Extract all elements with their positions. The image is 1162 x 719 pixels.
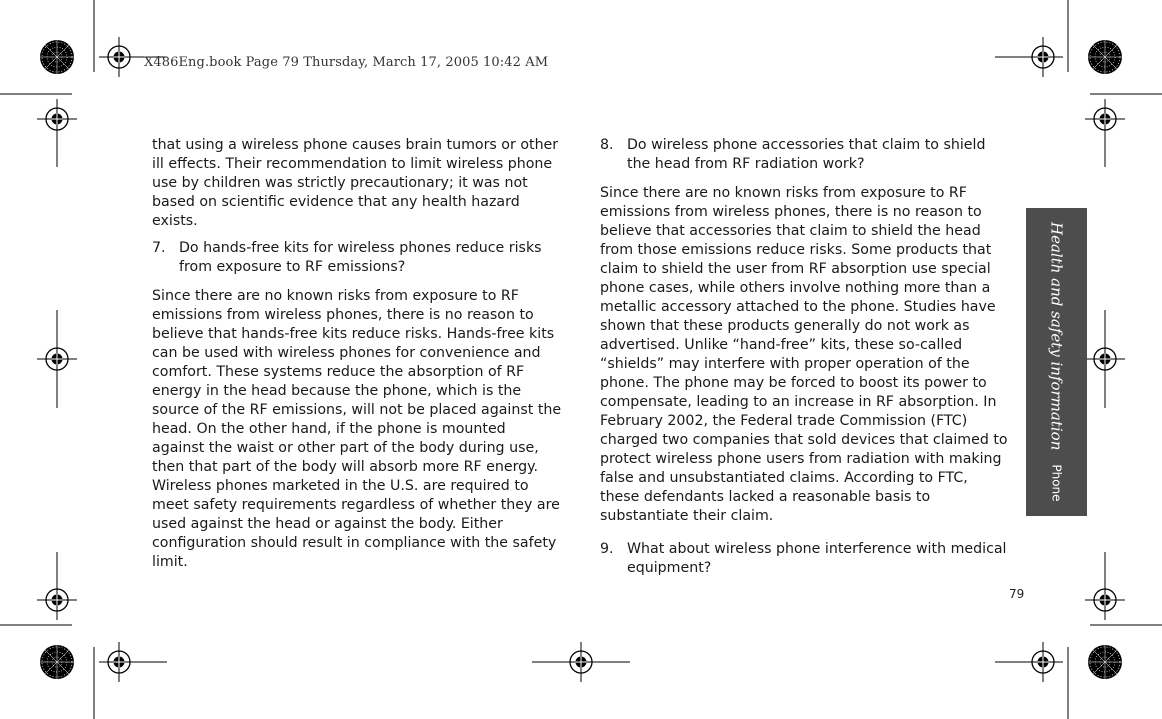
side-tab-subtitle: Phone: [1049, 464, 1064, 502]
page-number: 79: [1009, 587, 1025, 601]
section-side-tab: [1026, 208, 1087, 516]
file-stamp-header: X486Eng.book Page 79 Thursday, March 17, 2005 10:42 AM: [144, 55, 549, 70]
question-8-text: Do wireless phone accessories that claim to shield the head from RF radiation work?: [627, 137, 986, 172]
answer-8: Since there are no known risks from exposure to RF emissions from wireless phones, there is no reason to believe that accessories that claim to shield the head from those emissions reduce risks. Some products that claim to shield the user from RF absorption use special phone cases, while others involve nothing more than a metallic accessory attached to the phone. Studies have shown that these products generally do not work as advertised. Unlike “hand-free” kits, these so-called “shields” may interfere with proper operation of the phone. The phone may be forced to boost its power to compensate, leading to an increase in RF absorption. In February 2002, the Federal trade Commission (FTC) charged two companies that sold devices that claimed to protect wireless phone users from radiation with making false and unsubstantiated claims. According to FTC, these defendants lacked a reasonable basis to substantiate their claim.: [600, 185, 1008, 524]
question-9-number: 9.: [600, 541, 614, 557]
left-column: [152, 136, 562, 572]
question-8-number: 8.: [600, 137, 614, 153]
question-7: [152, 239, 562, 277]
answer-7: Since there are no known risks from exposure to RF emissions from wireless phones, there is no reason to believe that hands-free kits reduce risks. Hands-free kits can be used with wireless phones for convenience and comfort. These systems reduce the absorption of RF energy in the head because the phone, which is the source of the RF emissions, will not be placed against the head. On the other hand, if the phone is mounted against the waist or other part of the body during use, then that part of the body will absorb more RF energy. Wireless phones marketed in the U.S. are required to meet safety requirements regardless of whether they are used against the head or against the body. Either configuration should result in compliance with the safety limit.: [152, 288, 562, 570]
right-column: [600, 136, 1010, 578]
side-tab-title: Health and safety information: [1047, 222, 1066, 451]
question-8: [600, 136, 1010, 174]
question-7-text: Do hands-free kits for wireless phones reduce risks from exposure to RF emissions?: [179, 240, 542, 275]
question-7-number: 7.: [152, 240, 166, 256]
side-tab-content: [1026, 208, 1087, 516]
question-9: [600, 540, 1010, 578]
question-9-text: What about wireless phone interference with medical equipment?: [627, 541, 1007, 576]
intro-paragraph: that using a wireless phone causes brain tumors or other ill effects. Their recommendation to limit wireless phone use by children was strictly precautionary; it was not based on scientific evidence that any health hazard exists.: [152, 137, 559, 229]
